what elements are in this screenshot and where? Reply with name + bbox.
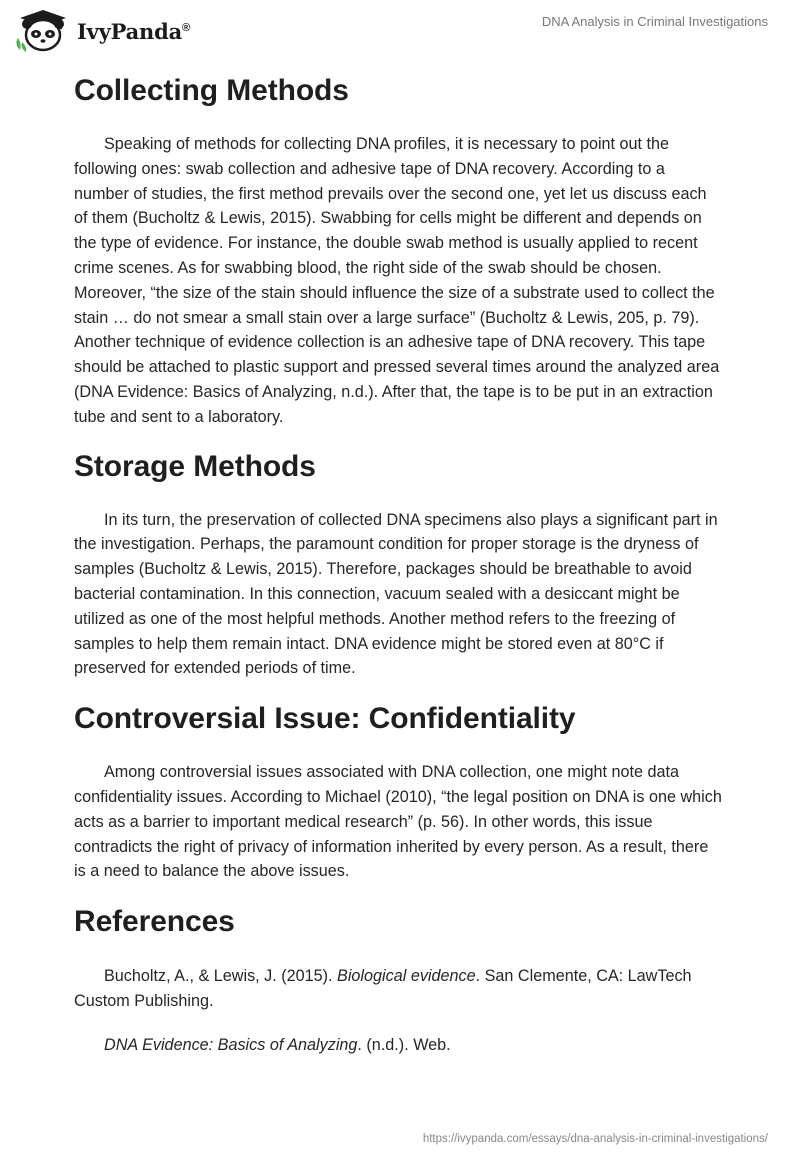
panda-logo-icon [14, 8, 72, 54]
section-heading-controversial-issue: Controversial Issue: Confidentiality [74, 702, 576, 736]
section-heading-collecting-methods: Collecting Methods [74, 74, 349, 107]
document-title: DNA Analysis in Criminal Investigations [541, 14, 768, 29]
section-heading-storage-methods: Storage Methods [74, 449, 316, 483]
registered-mark: ® [182, 21, 190, 34]
reference-authors: Bucholtz, A., & Lewis, J. (2015). [104, 967, 338, 986]
reference-title: Biological evidence [337, 967, 476, 986]
footer-url-link[interactable]: https://ivypanda.com/essays/dna-analysis-in-criminal-investigations/ [422, 1133, 768, 1145]
logo-text: IvyPanda® [77, 18, 190, 44]
section-paragraph-storage-methods: In its turn, the preservation of collected DNA specimens also plays a significant part in the investigation. Perhaps, the paramount condition for proper storage is the dryness of samples (Bucholtz & Lewis, 2015). Therefore, packages should be breathable to avoid bacterial contamination. In this connection, vacuum sealed with a desiccant might be utilized as one of the most helpful methods. Another method refers to the freezing of samples to help them remain intact. DNA evidence might be stored even at 80°C if preserved for extended periods of time. [74, 510, 718, 678]
reference-publisher: . San Clemente, CA: LawTech Custom Publishing. [74, 967, 692, 1010]
references-heading: References [74, 905, 235, 939]
reference-item [74, 964, 724, 1014]
reference-title: DNA Evidence: Basics of Analyzing [104, 1035, 358, 1054]
essay-content [74, 68, 724, 1058]
site-logo[interactable] [14, 8, 190, 54]
page-header [0, 0, 800, 62]
section-paragraph-collecting-methods: Speaking of methods for collecting DNA profiles, it is necessary to point out the following ones: swab collection and adhesive tape of DNA recovery. According to a number of studies, the first method prevails over the second one, yet let us discuss each of them (Bucholtz & Lewis, 2015). Swabbing for cells might be different and depends on the type of evidence. For instance, the double swab method is usually applied to recent crime scenes. As for swabbing blood, the right side of the swab should be chosen. Moreover, “the size of the stain should influence the size of a substrate used to collect the stain … do not smear a small stain over a large surface” (Bucholtz & Lewis, 205, p. 79). Another technique of evidence collection is an adhesive tape of DNA recovery. This tape should be attached to plastic support and pressed several times around the analyzed area (DNA Evidence: Basics of Analyzing, n.d.). After that, the tape is to be put in an extraction tube and sent to a laboratory. [74, 135, 720, 426]
section-paragraph-controversial-issue: Among controversial issues associated with DNA collection, one might note data confidentiality issues. According to Michael (2010), “the legal position on DNA is one which acts as a barrier to important medical research” (p. 56). In other words, this issue contradicts the right of privacy of information inherited by every person. As a result, there is a need to balance the above issues. [74, 763, 722, 881]
reference-source: . (n.d.). Web. [357, 1035, 451, 1054]
reference-item [74, 1033, 724, 1058]
